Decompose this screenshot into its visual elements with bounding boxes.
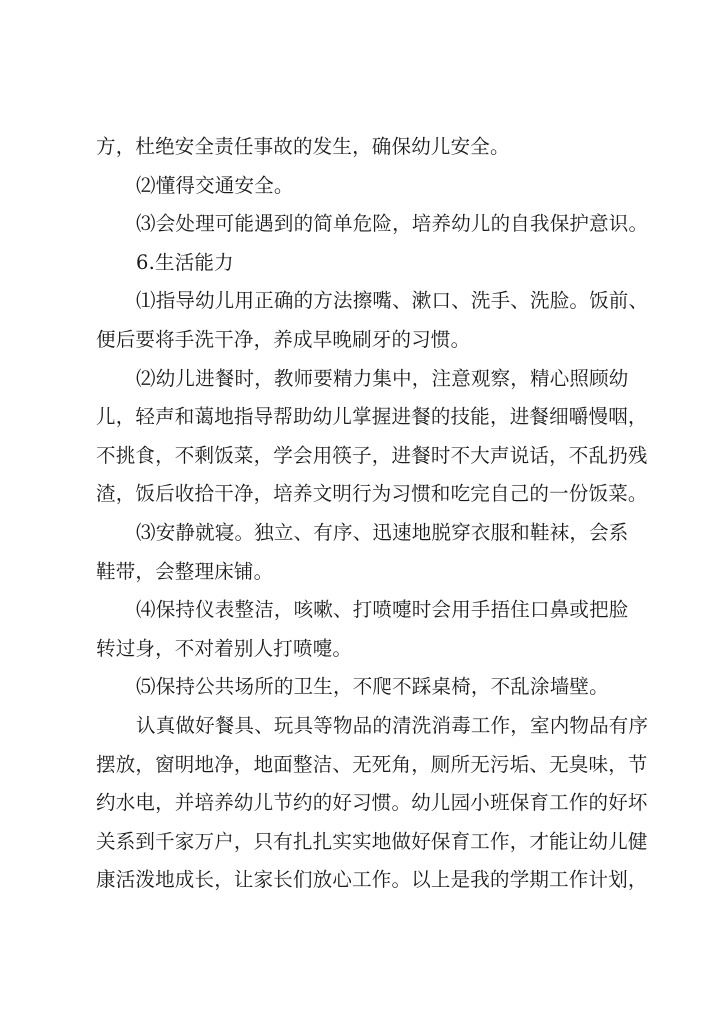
text-line: ⑶会处理可能遇到的简单危险，培养幼儿的自我保护意识。 — [136, 212, 649, 236]
text-line: 认真做好餐具、玩具等物品的清洗消毒工作，室内物品有序 — [136, 713, 649, 737]
text-line: 儿，轻声和蔼地指导帮助幼儿掌握进餐的技能，进餐细嚼慢咽， — [96, 405, 648, 429]
text-line: 鞋带，会整理床铺。 — [96, 559, 274, 583]
text-line: ⑶安静就寝。独立、有序、迅速地脱穿衣服和鞋袜，会系 — [136, 520, 629, 544]
text-line: ⑸保持公共场所的卫生，不爬不踩桌椅，不乱涂墙壁。 — [136, 675, 609, 699]
text-line: ⑵幼儿进餐时，教师要精力集中，注意观察，精心照顾幼 — [136, 366, 629, 390]
text-line: 摆放，窗明地净，地面整洁、无死角，厕所无污垢、无臭味，节 — [96, 752, 648, 776]
text-line: 不挑食，不剩饭菜，学会用筷子，进餐时不大声说话，不乱扔残 — [96, 443, 648, 467]
text-line: 康活泼地成长，让家长们放心工作。以上是我的学期工作计划， — [96, 868, 648, 892]
text-line: ⑵懂得交通安全。 — [136, 173, 294, 197]
text-line: 转过身，不对着别人打喷嚏。 — [96, 636, 353, 660]
text-line: ⑴指导幼儿用正确的方法擦嘴、漱口、洗手、洗脸。饭前、 — [136, 289, 649, 313]
text-line: 关系到千家万户，只有扎扎实实地做好保育工作，才能让幼儿健 — [96, 829, 648, 853]
text-line: 约水电，并培养幼儿节约的好习惯。幼儿园小班保育工作的好坏 — [96, 791, 648, 815]
text-line: 渣，饭后收拾干净，培养文明行为习惯和吃完自己的一份饭菜。 — [96, 482, 648, 506]
document-body — [96, 128, 649, 900]
text-line: 便后要将手洗干净，养成早晚刷牙的习惯。 — [96, 327, 471, 351]
section-heading: 6.生活能力 — [136, 250, 234, 274]
text-line: 方，杜绝安全责任事故的发生，确保幼儿安全。 — [96, 135, 510, 158]
text-line: ⑷保持仪表整洁，咳嗽、打喷嚏时会用手捂住口鼻或把脸 — [136, 598, 629, 622]
